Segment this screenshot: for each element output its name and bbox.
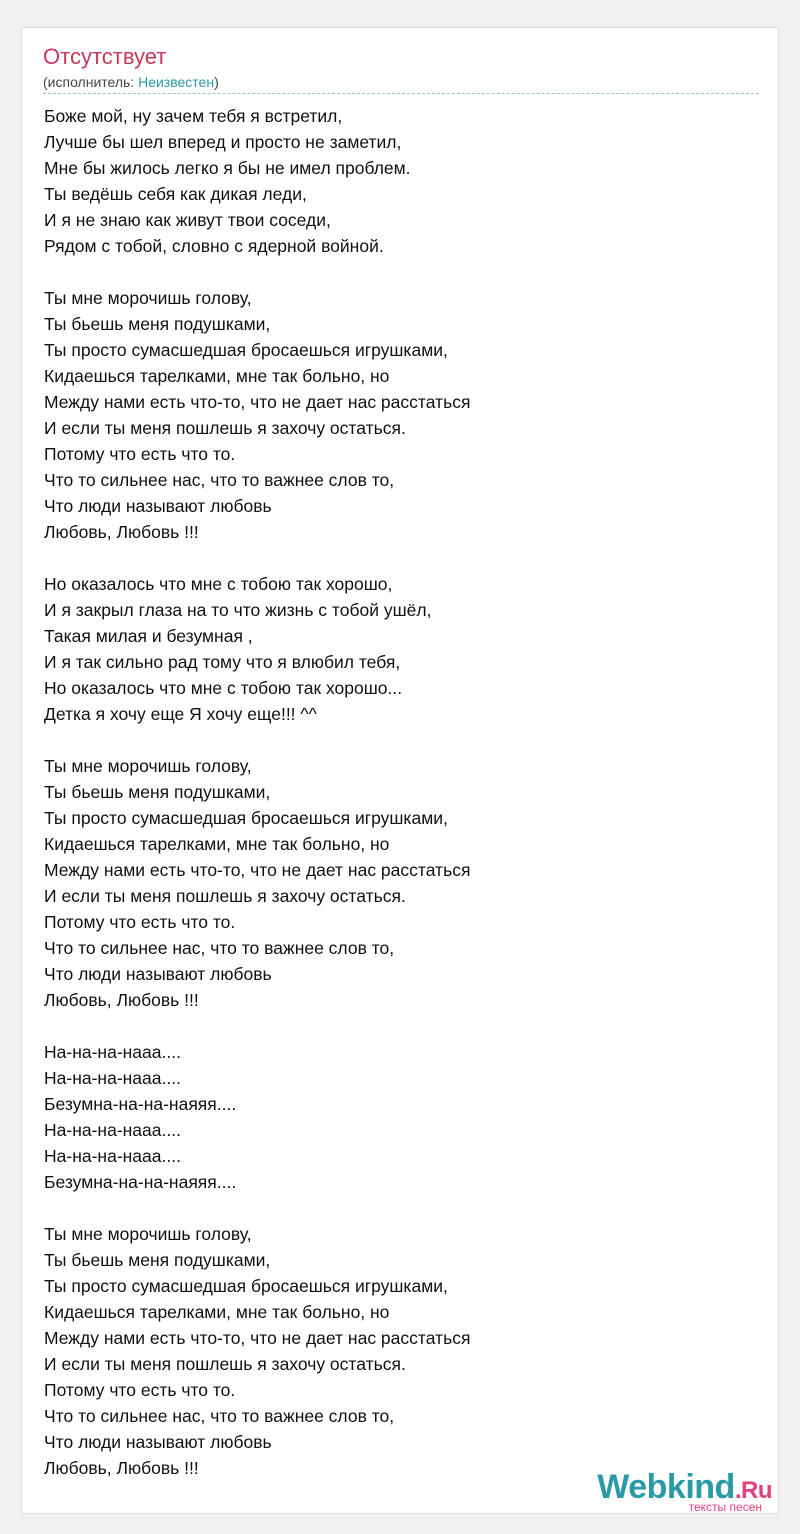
song-title: Отсутствует bbox=[43, 44, 167, 69]
lyric-line: Боже мой, ну зачем тебя я встретил, bbox=[44, 106, 343, 126]
lyric-line: Потому что есть что то. bbox=[44, 1380, 236, 1400]
stanza-gap bbox=[44, 727, 470, 753]
stanza-gap bbox=[44, 1195, 470, 1221]
lyric-line: Безумна-на-на-наяяя.... bbox=[44, 1172, 237, 1192]
lyric-line: Потому что есть что то. bbox=[44, 444, 236, 464]
logo-word: Webkind bbox=[597, 1468, 735, 1506]
lyric-line: Между нами есть что-то, что не дает нас расстаться bbox=[44, 392, 471, 412]
lyric-line: Любовь, Любовь !!! bbox=[44, 1458, 199, 1478]
lyric-line: И я закрыл глаза на то что жизнь с тобой ушёл, bbox=[44, 600, 432, 620]
lyric-line: И если ты меня пошлешь я захочу остаться. bbox=[44, 1354, 406, 1374]
lyric-line: Безумна-на-на-наяяя.... bbox=[44, 1094, 237, 1114]
lyric-line: Что то сильнее нас, что то важнее слов то, bbox=[44, 938, 395, 958]
lyric-line: Рядом с тобой, словно с ядерной войной. bbox=[44, 236, 384, 256]
lyric-line: Но оказалось что мне с тобою так хорошо... bbox=[44, 678, 403, 698]
lyric-line: Что люди называют любовь bbox=[44, 964, 272, 984]
lyrics-card bbox=[21, 27, 779, 1514]
lyric-line: Кидаешься тарелками, мне так больно, но bbox=[44, 1302, 390, 1322]
lyric-line: Мне бы жилось легко я бы не имел проблем. bbox=[44, 158, 411, 178]
lyric-line: Что то сильнее нас, что то важнее слов то, bbox=[44, 1406, 395, 1426]
lyric-line: Ты просто сумасшедшая бросаешься игрушками, bbox=[44, 808, 448, 828]
logo-tld: .Ru bbox=[734, 1477, 772, 1504]
lyric-line: Любовь, Любовь !!! bbox=[44, 522, 199, 542]
logo-tagline: тексты песен bbox=[688, 1500, 762, 1514]
divider bbox=[43, 93, 759, 94]
lyric-line: Потому что есть что то. bbox=[44, 912, 236, 932]
lyric-line: Ты мне морочишь голову, bbox=[44, 756, 252, 776]
artist-suffix: ) bbox=[214, 74, 219, 90]
lyric-line: Любовь, Любовь !!! bbox=[44, 990, 199, 1010]
lyric-line: На-на-на-нааа.... bbox=[44, 1042, 181, 1062]
lyric-line: На-на-на-нааа.... bbox=[44, 1146, 181, 1166]
lyric-line: Ты мне морочишь голову, bbox=[44, 288, 252, 308]
lyric-line: Ты мне морочишь голову, bbox=[44, 1224, 252, 1244]
lyric-line: Между нами есть что-то, что не дает нас расстаться bbox=[44, 860, 471, 880]
lyric-line: На-на-на-нааа.... bbox=[44, 1120, 181, 1140]
lyric-line: Ты просто сумасшедшая бросаешься игрушками, bbox=[44, 1276, 448, 1296]
lyric-line: Ты ведёшь себя как дикая леди, bbox=[44, 184, 307, 204]
lyric-line: Такая милая и безумная , bbox=[44, 626, 253, 646]
lyric-line: И я так сильно рад тому что я влюбил тебя, bbox=[44, 652, 401, 672]
lyric-line: Что люди называют любовь bbox=[44, 496, 272, 516]
lyrics-text bbox=[44, 103, 470, 1481]
lyric-line: Ты просто сумасшедшая бросаешься игрушками, bbox=[44, 340, 448, 360]
lyric-line: Ты бьешь меня подушками, bbox=[44, 1250, 271, 1270]
artist-line bbox=[43, 73, 219, 91]
site-logo[interactable] bbox=[572, 1467, 772, 1513]
lyric-line: Кидаешься тарелками, мне так больно, но bbox=[44, 366, 390, 386]
lyric-line: Ты бьешь меня подушками, bbox=[44, 782, 271, 802]
stanza-gap bbox=[44, 1013, 470, 1039]
lyric-line: Но оказалось что мне с тобою так хорошо, bbox=[44, 574, 393, 594]
stanza-gap bbox=[44, 545, 470, 571]
lyric-line: Что то сильнее нас, что то важнее слов то, bbox=[44, 470, 395, 490]
artist-prefix: (исполнитель: bbox=[43, 74, 139, 90]
lyric-line: Кидаешься тарелками, мне так больно, но bbox=[44, 834, 390, 854]
lyric-line: И если ты меня пошлешь я захочу остаться. bbox=[44, 886, 406, 906]
lyric-line: Ты бьешь меня подушками, bbox=[44, 314, 271, 334]
lyric-line: Между нами есть что-то, что не дает нас расстаться bbox=[44, 1328, 471, 1348]
lyric-line: На-на-на-нааа.... bbox=[44, 1068, 181, 1088]
artist-link[interactable]: Неизвестен bbox=[138, 74, 215, 90]
lyric-line: Лучше бы шел вперед и просто не заметил, bbox=[44, 132, 402, 152]
stanza-gap bbox=[44, 259, 470, 285]
lyric-line: И если ты меня пошлешь я захочу остаться. bbox=[44, 418, 406, 438]
lyric-line: Что люди называют любовь bbox=[44, 1432, 272, 1452]
lyric-line: И я не знаю как живут твои соседи, bbox=[44, 210, 331, 230]
lyric-line: Детка я хочу еще Я хочу еще!!! ^^ bbox=[44, 704, 317, 724]
